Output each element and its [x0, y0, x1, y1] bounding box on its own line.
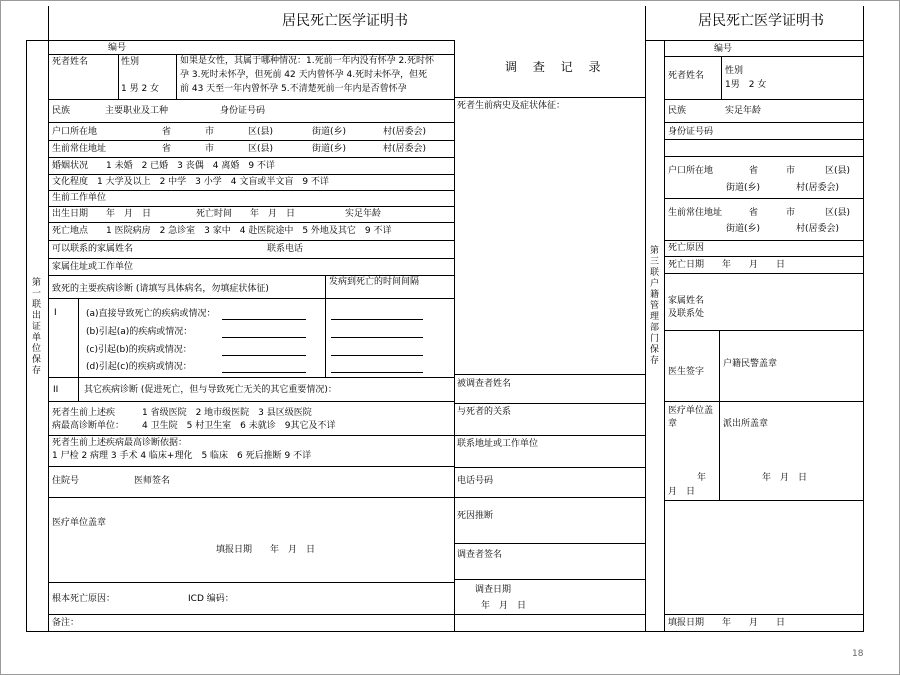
rule: [48, 174, 454, 175]
rule: [48, 190, 454, 191]
rule: [176, 54, 177, 99]
right-street: 街道(乡): [726, 224, 761, 234]
investigator-signature-label: 调查者签名: [457, 550, 503, 560]
cause-d-label[interactable]: (d)引起(c)的疾病或情况：: [86, 362, 192, 372]
street-label: 街道(乡): [312, 127, 347, 137]
station-seal-date: 年 月 日: [762, 473, 808, 483]
rule: [454, 497, 645, 498]
highest-unit-label-1: 死者生前上述疾: [52, 408, 116, 418]
rule: [48, 222, 454, 223]
right-residence-label: 生前常住地址: [668, 208, 723, 218]
diagnosis-basis-label: 死者生前上述疾病最高诊断依据：: [52, 438, 188, 448]
phone-number-label: 电话号码: [457, 476, 494, 486]
medical-seal-label-1: 医疗单位盖: [668, 406, 714, 416]
right-city: 市: [786, 166, 796, 176]
deceased-name-label: 死者姓名: [52, 57, 89, 67]
other-diagnosis-label: 其它疾病诊断 (促进死亡，但与导致死亡无关的其它重要情况)：: [84, 385, 337, 395]
section-one-marker: I: [54, 308, 57, 318]
rule: [48, 258, 454, 259]
right-form-title: 居民死亡医学证明书: [698, 13, 824, 29]
cause-b-label[interactable]: (b)引起(a)的疾病或情况：: [86, 327, 193, 337]
family-address-label: 家属住址或工作单位: [52, 262, 134, 272]
right-stub-label: 第三联户籍管理部门保存: [649, 246, 659, 366]
province-label: 省: [162, 144, 172, 154]
right-city: 市: [786, 208, 796, 218]
rule: [48, 377, 454, 378]
rule: [664, 273, 864, 274]
relation-label: 与死者的关系: [457, 407, 512, 417]
right-sex-options: 1男 2 女: [725, 80, 767, 90]
survey-date-label: 调查日期: [475, 585, 512, 595]
female-question-line2: 孕 3.死时未怀孕，但死前 42 天内曾怀孕 4.死时未怀孕，但死: [180, 70, 428, 80]
rule: [664, 614, 864, 615]
rule: [664, 330, 864, 331]
unit-options-2: 4 卫生院 5 村卫生室 6 未就诊 9其它及不详: [142, 421, 336, 431]
right-county: 区(县): [825, 208, 851, 218]
cause-c-label[interactable]: (c)引起(b)的疾病或情况：: [86, 345, 192, 355]
rule: [664, 256, 864, 257]
right-street: 街道(乡): [726, 183, 761, 193]
right-cause-label: 死亡原因: [668, 243, 705, 253]
right-hukou-label: 户口所在地: [668, 166, 714, 176]
rule: [118, 54, 119, 99]
rule: [454, 467, 645, 468]
right-province: 省: [749, 166, 759, 176]
birth-date-label: 出生日期 年 月 日: [52, 209, 152, 219]
female-question-line3: 前 43 天至一年内曾怀孕 5.不清楚死前一年内是否曾怀孕: [180, 84, 407, 94]
rule: [48, 122, 454, 123]
doctor-signature-label: 医师签名: [134, 476, 171, 486]
city-label: 市: [205, 144, 215, 154]
rule: [664, 56, 864, 57]
right-serial-label: 编号: [714, 44, 733, 54]
rule: [664, 139, 864, 140]
id-number-label: 身份证号码: [220, 106, 266, 116]
contact-phone-label: 联系电话: [267, 244, 304, 254]
village-label: 村(居委会): [383, 144, 427, 154]
page-number: 18: [852, 649, 864, 659]
right-county: 区(县): [825, 166, 851, 176]
city-label: 市: [205, 127, 215, 137]
rule: [48, 435, 454, 436]
rule: [664, 240, 864, 241]
occupation-label: 主要职业及工种: [105, 106, 169, 116]
serial-label: 编号: [108, 43, 127, 53]
rule: [48, 582, 454, 583]
rule: [48, 614, 454, 615]
rule: [48, 54, 454, 55]
rule: [664, 401, 864, 402]
sex-label: 性别: [121, 57, 140, 67]
family-contact-label: 可以联系的家属姓名: [52, 244, 134, 254]
rule: [48, 206, 454, 207]
survey-title: 调 查 记 录: [505, 60, 607, 74]
right-id-label: 身份证号码: [668, 127, 714, 137]
death-place: 死亡地点 1 医院病房 2 急诊室 3 家中 4 赴医院途中 5 外地及其它 9 不详: [52, 226, 392, 236]
interval-b-line: [331, 337, 423, 338]
marital-status: 婚姻状况 1 未婚 2 已婚 3 丧偶 4 离婚 9 不详: [52, 161, 275, 171]
rule: [48, 157, 454, 158]
rule: [454, 374, 645, 375]
rule: [645, 6, 646, 631]
left-form-title: 居民死亡医学证明书: [282, 13, 408, 29]
diagnosis-basis-options: 1 尸检 2 病理 3 手术 4 临床+理化 5 临床 6 死后推断 9 不详: [52, 451, 312, 461]
rule: [664, 122, 864, 123]
icd-code-label: ICD 编码：: [188, 594, 234, 604]
interval-heading: 发病到死亡的时间间隔: [329, 277, 420, 287]
fill-date-label: 填报日期 年 月 日: [216, 545, 316, 555]
death-time-label: 死亡时间 年 月 日: [196, 209, 296, 219]
rule: [48, 140, 454, 141]
rule: [645, 40, 864, 41]
county-label: 区(县): [248, 144, 274, 154]
cause-inference-label: 死因推断: [457, 511, 494, 521]
root-cause-label: 根本死亡原因：: [52, 594, 116, 604]
interval-d-line: [331, 372, 423, 373]
cause-d-line: [222, 372, 306, 373]
rule: [26, 40, 454, 41]
rule: [48, 497, 454, 498]
medical-seal-year: 年: [697, 473, 707, 483]
cause-a-label[interactable]: (a)直接导致死亡的疾病或情况：: [86, 309, 216, 319]
residence-label: 生前常住地址: [52, 144, 107, 154]
section-two-marker: II: [53, 385, 59, 395]
main-cause-heading: 致死的主要疾病诊断 (请填写具体病名，勿填症状体征): [52, 284, 269, 294]
right-village: 村(居委会): [796, 183, 840, 193]
survey-date-value: 年 月 日: [481, 601, 527, 611]
county-label: 区(县): [248, 127, 274, 137]
village-label: 村(居委会): [383, 127, 427, 137]
province-label: 省: [162, 127, 172, 137]
rule: [664, 156, 864, 157]
police-station-seal-label: 派出所盖章: [723, 419, 769, 429]
contact-address-label: 联系地址或工作单位: [457, 439, 539, 449]
cause-c-line: [222, 355, 306, 356]
street-label: 街道(乡): [312, 144, 347, 154]
rule: [664, 99, 864, 100]
rule: [664, 40, 665, 631]
right-fill-date: 填报日期 年 月 日: [668, 618, 786, 628]
female-question-line1: 如果是女性，其属于哪种情况：1.死前一年内没有怀孕 2.死时怀: [180, 56, 435, 66]
doctor-signature-label: 医生签字: [668, 367, 705, 377]
rule: [664, 500, 864, 501]
hukou-label: 户口所在地: [52, 127, 98, 137]
rule: [26, 631, 645, 632]
ethnicity-label: 民族: [52, 106, 71, 116]
rule: [48, 275, 454, 276]
medical-history-label: 死者生前病史及症状体征：: [457, 101, 566, 111]
rule: [454, 543, 645, 544]
rule: [48, 240, 454, 241]
right-ethnicity-label: 民族: [668, 106, 687, 116]
medical-unit-seal-label: 医疗单位盖章: [52, 518, 107, 528]
highest-unit-label-2: 病最高诊断单位：: [52, 421, 125, 431]
right-death-date: 死亡日期 年 月 日: [668, 260, 786, 270]
rule: [48, 401, 454, 402]
rule: [645, 631, 864, 632]
right-family-label-1: 家属姓名: [668, 296, 705, 306]
remarks-label: 备注：: [52, 618, 80, 628]
medical-seal-label-2: 章: [668, 419, 678, 429]
unit-options-1: 1 省级医院 2 地市级医院 3 县区级医院: [142, 408, 312, 418]
right-village: 村(居委会): [796, 224, 840, 234]
rule: [48, 99, 454, 100]
medical-seal-month-day: 月 日: [668, 487, 696, 497]
age-label: 实足年龄: [345, 209, 382, 219]
rule: [454, 97, 645, 98]
inpatient-number-label: 住院号: [52, 476, 80, 486]
rule: [664, 198, 864, 199]
interval-a-line: [331, 319, 423, 320]
right-province: 省: [749, 208, 759, 218]
rule: [454, 403, 645, 404]
interval-c-line: [331, 355, 423, 356]
cause-b-line: [222, 337, 306, 338]
rule: [454, 614, 645, 615]
rule: [78, 298, 79, 377]
rule: [454, 435, 645, 436]
cause-a-line: [222, 319, 306, 320]
right-name-label: 死者姓名: [668, 71, 705, 81]
sex-options: 1 男 2 女: [121, 84, 160, 94]
rule: [48, 298, 454, 299]
rule: [26, 40, 27, 631]
right-age-label: 实足年龄: [725, 106, 762, 116]
right-family-label-2: 及联系处: [668, 309, 705, 319]
left-stub-label: 第一联出证单位保存: [31, 278, 41, 376]
rule: [325, 275, 326, 377]
rule: [48, 466, 454, 467]
rule: [721, 56, 722, 99]
education-level: 文化程度 1 大学及以上 2 中学 3 小学 4 文盲或半文盲 9 不详: [52, 177, 329, 187]
rule: [454, 579, 645, 580]
work-unit-label: 生前工作单位: [52, 193, 107, 203]
police-seal-label: 户籍民警盖章: [723, 359, 778, 369]
right-sex-label: 性别: [725, 66, 744, 76]
rule: [719, 330, 720, 500]
respondent-name-label: 被调查者姓名: [457, 379, 512, 389]
rule: [78, 377, 79, 401]
